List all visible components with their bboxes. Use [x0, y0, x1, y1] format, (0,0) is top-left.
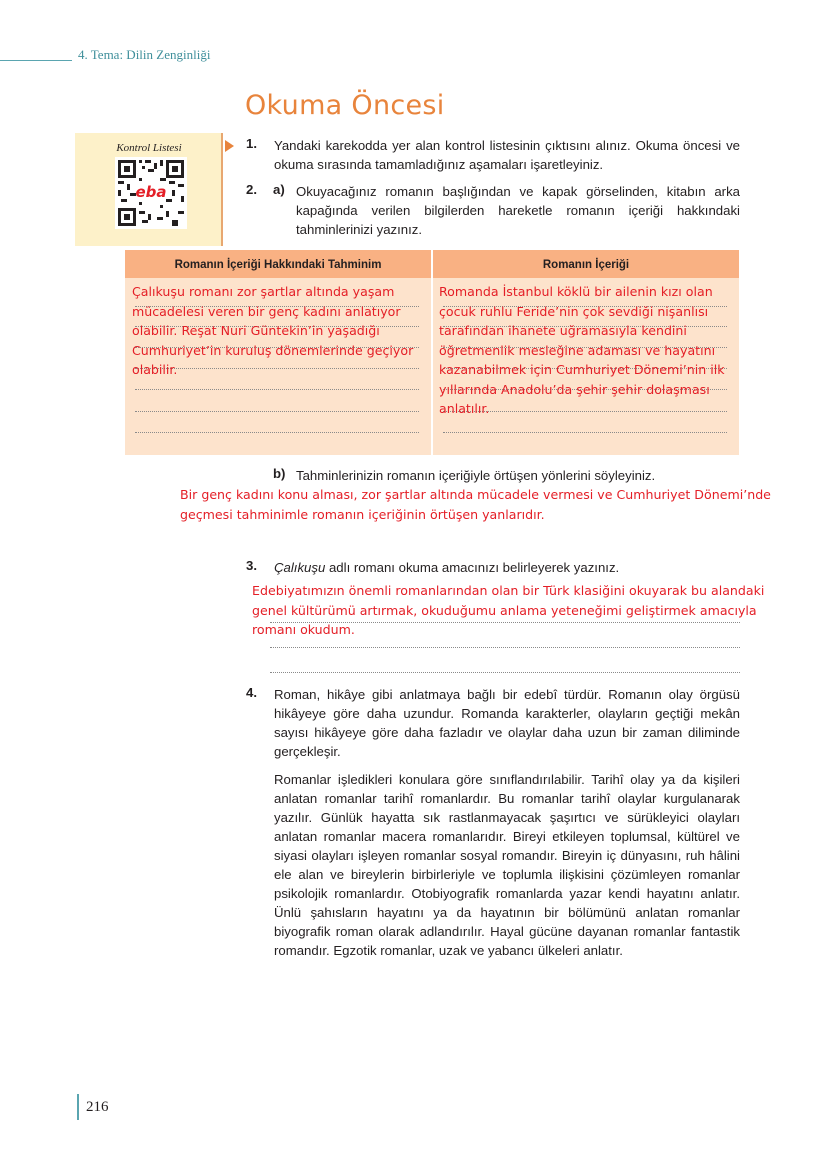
pointer-arrow-icon [225, 140, 234, 152]
col1-answer[interactable]: Çalıkuşu romanı zor şartlar altında yaşam mücadelesi veren bir genç kadını anlatıyor olabilir. Reşat Nuri Güntekin’in yaşadığı Cumhuriyet’in kuruluş dönemlerinde geçiyor olabilir. [132, 284, 414, 377]
q2a-label: a) [273, 182, 285, 197]
col2-header: Romanın İçeriği [542, 259, 630, 271]
answer-line [135, 411, 419, 412]
qr-box [75, 133, 223, 246]
col1-header: Romanın İçeriği Hakkındaki Tahminim [174, 259, 382, 271]
q3-text [274, 558, 740, 577]
q3-answer[interactable]: Edebiyatımızın önemli romanlarından olan bir Türk klasiğini okuyarak bu alandaki genel kültürümü artırmak, okuduğumu anlama yeteneğimi geliştirmek amacıyla romanı okudum. [252, 583, 765, 637]
q3-number: 3. [246, 558, 257, 573]
col2-answer[interactable]: Romanda İstanbul köklü bir ailenin kızı olan çocuk ruhlu Feride’nin çok sevdiği nişanlısı tarafından ihanete uğramasıyla kendini öğretmenlik mesleğine adaması ve hayatını kazanabilmek için Cumhuriyet Dönemi’nin ilk yıllarında Anadolu’da şehir şehir dolaşması anlatılır. [439, 284, 725, 416]
answer-line [270, 647, 740, 648]
page-number: 216 [86, 1099, 109, 1115]
q1-text: Yandaki karekodda yer alan kontrol listesinin çıktısını alınız. Okuma öncesi ve okuma sırasında tamamladığınız aşamaları işaretleyiniz. [274, 138, 740, 172]
q4-paragraph-1: Roman, hikâye gibi anlatmaya bağlı bir edebî türdür. Romanın olay örgüsü hikâyeye göre daha uzundur. Romanda karakterler, olayların geçtiği mekân sayısı hikâyeye göre daha fazladır ve olaylar daha uzun bir zaman diliminde gerçekleşir. [274, 687, 740, 759]
answer-line [270, 672, 740, 673]
q2-number: 2. [246, 182, 257, 197]
column-divider [431, 250, 433, 455]
prediction-table [125, 250, 739, 455]
q2b-answer[interactable]: Bir genç kadını konu alması, zor şartlar altında mücadele vermesi ve Cumhuriyet Dönemi’nde geçmesi tahminimle romanın içeriğinin örtüşen yanlarıdır. [180, 487, 771, 522]
section-title: Okuma Öncesi [245, 90, 445, 121]
q3-text-rest: adlı romanı okuma amacınızı belirleyerek yazınız. [325, 560, 620, 575]
q2b-label: b) [273, 466, 286, 481]
theme-header: 4. Tema: Dilin Zenginliği [78, 47, 211, 62]
q4-number: 4. [246, 685, 257, 700]
eba-logo: eba [135, 183, 167, 201]
q3-novel-title: Çalıkuşu [274, 560, 326, 575]
q1-number: 1. [246, 136, 257, 151]
answer-line [135, 432, 419, 433]
qr-title: Kontrol Listesi [116, 142, 182, 154]
header-rule [0, 60, 72, 61]
q2b-text: Tahminlerinizin romanın içeriğiyle örtüşen yönlerini söyleyiniz. [296, 468, 656, 483]
answer-line [135, 389, 419, 390]
q4-paragraph-2: Romanlar işledikleri konulara göre sınıflandırılabilir. Tarihî olay ya da kişileri anlatan romanlar tarihî romanlardır. Bu romanlar tarihî olaylar kurgulanarak yazılır. Günlük hayatta sık rastlanmayacak şaşırtıcı ve sürükleyici olayları anlatan romanlar macera romanlarıdır. Bireyi etkileyen toplumsal, kültürel ve siyasi olayları işleyen romanlar sosyal romandır. Bireyin iç dünyasını, ruh hâlini ele alan ve bireylerin birbirleriyle ve toplumla ilişkisini çözümleyen romanlar psikolojik romanlardır. Otobiyografik romanlarda yazar kendi hayatını anlatır. Ünlü şahısların hayatını ya da hayatının bir bölümünü anlatan romanlar biyografik roman olarak adlandırılır. Hayal gücüne dayanan romanlar fantastik romandır. Egzotik romanlar, uzak ve yabancı ülkeleri anlatır. [274, 772, 740, 958]
qr-code-icon[interactable] [115, 157, 187, 229]
answer-line [443, 432, 727, 433]
q2a-text: Okuyacağınız romanın başlığından ve kapak görselinden, kitabın arka kapağında verilen bilgilerden hareketle romanın içeriği hakkındaki tahminlerinizi yazınız. [296, 184, 740, 237]
page-number-bar [77, 1094, 79, 1120]
